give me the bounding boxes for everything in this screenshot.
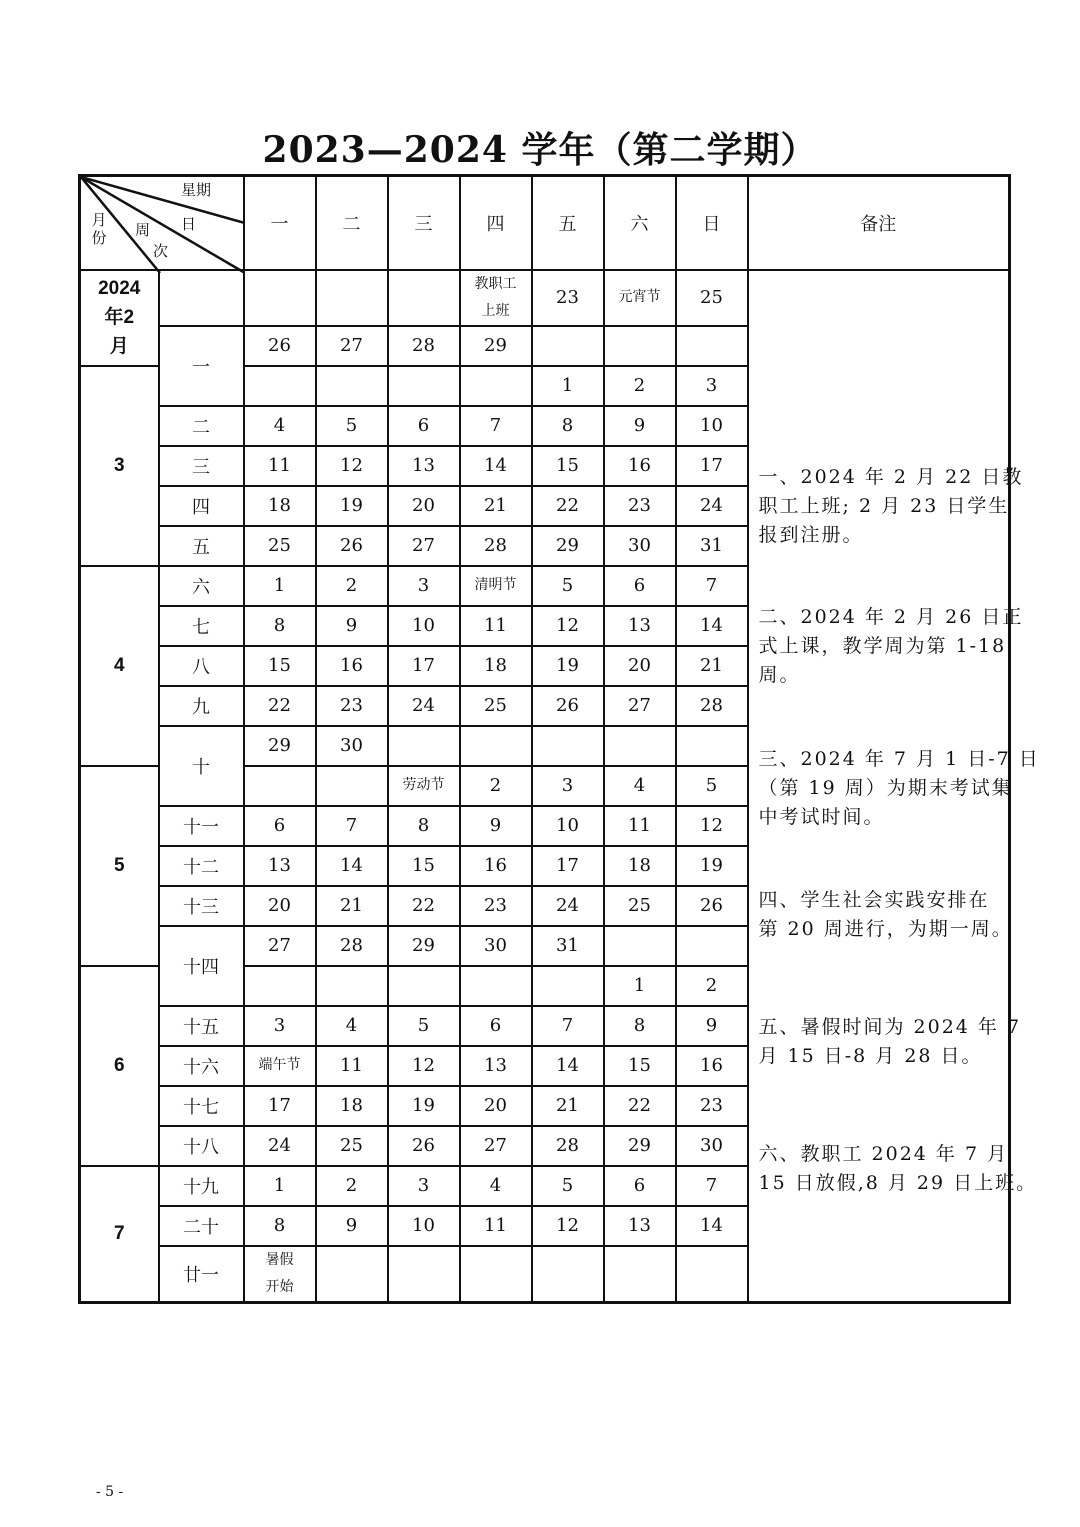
month-label: 3 <box>113 455 125 476</box>
day-cell: 26 <box>316 526 388 566</box>
remark-line: （第 19 周）为期末考试集 <box>758 776 1013 799</box>
day-cell: 6 <box>604 1166 676 1206</box>
week-number-cell: 四 <box>159 486 244 526</box>
day-cell: 30 <box>316 726 388 766</box>
page-title: 2023—2024 学年（第二学期） <box>262 129 818 171</box>
remark-line: 中考试时间。 <box>758 805 885 828</box>
day-cell: 17 <box>676 446 748 486</box>
month-cell <box>80 366 159 566</box>
day-cell: 7 <box>460 406 532 446</box>
remark-note <box>758 463 1024 550</box>
day-cell: 29 <box>388 926 460 966</box>
remark-note <box>758 1140 1038 1198</box>
day-cell: 23 <box>316 686 388 726</box>
day-cell: 7 <box>316 806 388 846</box>
day-cell: 2 <box>316 566 388 606</box>
day-cell: 3 <box>676 366 748 406</box>
day-cell <box>532 966 604 1006</box>
day-header-mon: 一 <box>244 176 316 270</box>
day-cell: 20 <box>460 1086 532 1126</box>
remark-note <box>758 886 1013 944</box>
day-cell: 28 <box>316 926 388 966</box>
day-cell: 6 <box>244 806 316 846</box>
day-cell <box>460 366 532 406</box>
day-cell: 10 <box>388 606 460 646</box>
remark-line: 15 日放假,8 月 29 日上班。 <box>758 1171 1038 1194</box>
day-cell: 23 <box>604 486 676 526</box>
week-number-cell: 二十 <box>159 1206 244 1246</box>
day-cell: 18 <box>316 1086 388 1126</box>
day-cell: 26 <box>388 1126 460 1166</box>
day-cell <box>244 366 316 406</box>
day-cell: 12 <box>388 1046 460 1086</box>
day-cell: 20 <box>244 886 316 926</box>
day-cell: 13 <box>460 1046 532 1086</box>
event-label-cell <box>460 566 532 606</box>
day-cell: 24 <box>676 486 748 526</box>
day-cell: 20 <box>604 646 676 686</box>
day-cell: 27 <box>316 326 388 366</box>
day-cell <box>316 966 388 1006</box>
day-cell: 14 <box>316 846 388 886</box>
remark-note <box>758 603 1024 690</box>
day-cell: 22 <box>532 486 604 526</box>
day-cell: 6 <box>604 566 676 606</box>
remark-line: 六、教职工 2024 年 7 月 <box>758 1142 1009 1165</box>
month-cell <box>80 1166 159 1303</box>
month-cell <box>80 966 159 1166</box>
day-cell: 21 <box>532 1086 604 1126</box>
day-cell: 30 <box>676 1126 748 1166</box>
day-cell <box>460 726 532 766</box>
remark-note <box>758 1013 1022 1071</box>
day-cell: 5 <box>676 766 748 806</box>
month-label: 7 <box>113 1223 125 1244</box>
week-number-cell <box>159 270 244 326</box>
day-cell: 13 <box>604 606 676 646</box>
week-number-cell: 十八 <box>159 1126 244 1166</box>
day-cell: 10 <box>388 1206 460 1246</box>
day-cell: 10 <box>532 806 604 846</box>
day-cell: 27 <box>604 686 676 726</box>
day-cell <box>388 726 460 766</box>
remark-note <box>758 745 1040 832</box>
day-cell: 30 <box>604 526 676 566</box>
day-cell: 17 <box>244 1086 316 1126</box>
day-cell <box>676 1246 748 1303</box>
month-cell <box>80 566 159 766</box>
day-cell: 13 <box>604 1206 676 1246</box>
day-cell: 14 <box>460 446 532 486</box>
month-cell <box>80 766 159 966</box>
day-cell: 8 <box>244 1206 316 1246</box>
day-cell <box>244 766 316 806</box>
day-cell: 8 <box>388 806 460 846</box>
day-cell: 24 <box>244 1126 316 1166</box>
week-number-cell: 一 <box>159 326 244 406</box>
day-cell: 13 <box>244 846 316 886</box>
day-cell: 31 <box>676 526 748 566</box>
week-number-cell: 十五 <box>159 1006 244 1046</box>
day-cell: 27 <box>460 1126 532 1166</box>
day-cell: 11 <box>460 606 532 646</box>
day-cell: 6 <box>388 406 460 446</box>
day-cell <box>244 966 316 1006</box>
event-label: 教职工上班 <box>474 275 517 319</box>
day-cell: 29 <box>532 526 604 566</box>
month-label: 4 <box>113 655 125 676</box>
remark-line: 三、2024 年 7 月 1 日-7 日 <box>758 747 1040 770</box>
day-cell: 5 <box>316 406 388 446</box>
day-cell <box>532 326 604 366</box>
day-cell: 19 <box>388 1086 460 1126</box>
day-cell: 8 <box>604 1006 676 1046</box>
day-cell: 11 <box>244 446 316 486</box>
day-cell: 28 <box>676 686 748 726</box>
day-cell: 7 <box>676 566 748 606</box>
day-cell: 24 <box>388 686 460 726</box>
day-cell: 17 <box>388 646 460 686</box>
day-cell <box>676 726 748 766</box>
day-cell: 29 <box>460 326 532 366</box>
day-cell: 27 <box>388 526 460 566</box>
day-cell: 14 <box>532 1046 604 1086</box>
month-cell <box>80 270 159 366</box>
day-cell: 9 <box>460 806 532 846</box>
day-header-wed: 三 <box>388 176 460 270</box>
day-cell: 12 <box>316 446 388 486</box>
day-cell: 1 <box>244 566 316 606</box>
event-label: 元宵节 <box>618 289 661 305</box>
remark-line: 一、2024 年 2 月 22 日教 <box>758 465 1024 488</box>
day-cell: 14 <box>676 606 748 646</box>
day-cell: 21 <box>676 646 748 686</box>
day-cell: 12 <box>676 806 748 846</box>
remark-line: 五、暑假时间为 2024 年 7 <box>758 1015 1022 1038</box>
day-cell <box>460 966 532 1006</box>
day-cell <box>604 1246 676 1303</box>
day-cell: 28 <box>388 326 460 366</box>
day-cell: 27 <box>244 926 316 966</box>
day-cell <box>604 326 676 366</box>
day-cell: 25 <box>604 886 676 926</box>
day-cell: 1 <box>532 366 604 406</box>
day-cell: 22 <box>244 686 316 726</box>
day-cell: 14 <box>676 1206 748 1246</box>
day-cell: 2 <box>460 766 532 806</box>
day-cell <box>604 726 676 766</box>
day-cell: 18 <box>604 846 676 886</box>
event-label-cell <box>604 270 676 326</box>
day-cell: 24 <box>532 886 604 926</box>
day-header-sat: 六 <box>604 176 676 270</box>
remark-line: 周。 <box>758 663 801 686</box>
corner-day-label: 日 <box>181 215 197 233</box>
week-number-cell: 十三 <box>159 886 244 926</box>
day-cell: 11 <box>316 1046 388 1086</box>
day-cell: 16 <box>316 646 388 686</box>
day-cell: 9 <box>676 1006 748 1046</box>
week-number-cell: 五 <box>159 526 244 566</box>
day-cell: 4 <box>244 406 316 446</box>
calendar-table <box>78 174 1040 1304</box>
day-cell <box>604 926 676 966</box>
day-cell <box>460 1246 532 1303</box>
remark-line: 式上课，教学周为第 1-18 <box>758 634 1007 657</box>
week-number-cell: 六 <box>159 566 244 606</box>
day-cell: 12 <box>532 1206 604 1246</box>
day-cell <box>676 326 748 366</box>
day-cell: 16 <box>460 846 532 886</box>
event-label-cell <box>388 766 460 806</box>
event-label-cell <box>244 1246 316 1303</box>
day-cell: 30 <box>460 926 532 966</box>
header-row <box>80 176 1010 270</box>
day-cell <box>532 726 604 766</box>
day-cell: 15 <box>388 846 460 886</box>
day-cell: 6 <box>460 1006 532 1046</box>
day-cell: 23 <box>676 1086 748 1126</box>
day-cell: 29 <box>604 1126 676 1166</box>
remark-line: 四、学生社会实践安排在 <box>758 888 990 911</box>
day-cell: 2 <box>676 966 748 1006</box>
day-cell: 31 <box>532 926 604 966</box>
day-cell: 26 <box>244 326 316 366</box>
remarks-header: 备注 <box>748 176 1010 270</box>
day-cell: 12 <box>532 606 604 646</box>
day-cell: 2 <box>604 366 676 406</box>
week-number-cell: 十六 <box>159 1046 244 1086</box>
day-cell: 3 <box>244 1006 316 1046</box>
day-cell: 4 <box>604 766 676 806</box>
day-cell: 25 <box>460 686 532 726</box>
day-cell: 5 <box>388 1006 460 1046</box>
week-number-cell: 十二 <box>159 846 244 886</box>
week-number-cell: 十九 <box>159 1166 244 1206</box>
remark-line: 月 15 日-8 月 28 日。 <box>758 1044 983 1067</box>
day-header-sun: 日 <box>676 176 748 270</box>
day-cell: 15 <box>244 646 316 686</box>
day-header-tue: 二 <box>316 176 388 270</box>
day-cell: 11 <box>460 1206 532 1246</box>
day-cell: 3 <box>532 766 604 806</box>
day-cell <box>388 270 460 326</box>
day-cell <box>316 366 388 406</box>
day-cell: 1 <box>244 1166 316 1206</box>
day-cell: 28 <box>460 526 532 566</box>
event-label: 劳动节 <box>402 777 445 793</box>
day-cell: 17 <box>532 846 604 886</box>
day-cell: 16 <box>676 1046 748 1086</box>
day-cell: 22 <box>604 1086 676 1126</box>
remark-line: 二、2024 年 2 月 26 日正 <box>758 605 1024 628</box>
day-cell <box>388 966 460 1006</box>
day-cell: 21 <box>316 886 388 926</box>
corner-week-label-a: 周 <box>135 221 151 239</box>
day-cell: 7 <box>676 1166 748 1206</box>
week-number-cell: 十 <box>159 726 244 806</box>
event-label: 暑假开始 <box>265 1251 294 1295</box>
day-cell: 4 <box>316 1006 388 1046</box>
day-cell <box>532 1246 604 1303</box>
day-cell: 21 <box>460 486 532 526</box>
day-cell: 13 <box>388 446 460 486</box>
week-number-cell: 十七 <box>159 1086 244 1126</box>
day-header-thu: 四 <box>460 176 532 270</box>
remark-line: 职工上班; 2 月 23 日学生 <box>758 494 1010 517</box>
event-label-cell <box>460 270 532 326</box>
week-number-cell: 八 <box>159 646 244 686</box>
day-cell: 18 <box>244 486 316 526</box>
day-cell: 8 <box>532 406 604 446</box>
day-cell: 10 <box>676 406 748 446</box>
day-cell: 15 <box>532 446 604 486</box>
month-label: 2024年2月 <box>98 278 141 357</box>
day-cell: 2 <box>316 1166 388 1206</box>
day-cell: 8 <box>244 606 316 646</box>
day-cell: 22 <box>388 886 460 926</box>
day-cell: 7 <box>532 1006 604 1046</box>
day-cell <box>676 926 748 966</box>
day-cell: 25 <box>676 270 748 326</box>
corner-week-label-b: 次 <box>153 242 169 260</box>
day-cell: 20 <box>388 486 460 526</box>
day-cell: 28 <box>532 1126 604 1166</box>
week-number-cell: 二 <box>159 406 244 446</box>
day-cell: 3 <box>388 1166 460 1206</box>
event-label-cell <box>244 1046 316 1086</box>
month-label: 6 <box>113 1055 125 1076</box>
remark-line: 第 20 周进行，为期一周。 <box>758 917 1013 940</box>
day-cell <box>244 270 316 326</box>
day-header-fri: 五 <box>532 176 604 270</box>
remarks-cell <box>748 270 1040 1303</box>
event-label: 端午节 <box>258 1057 301 1073</box>
corner-header-cell <box>80 176 244 270</box>
day-cell: 15 <box>604 1046 676 1086</box>
week-number-cell: 廿一 <box>159 1246 244 1303</box>
day-cell: 1 <box>604 966 676 1006</box>
day-cell <box>388 1246 460 1303</box>
day-cell: 18 <box>460 646 532 686</box>
corner-weekday-label: 星期 <box>181 181 212 199</box>
day-cell: 3 <box>388 566 460 606</box>
week-number-cell: 七 <box>159 606 244 646</box>
day-cell: 23 <box>460 886 532 926</box>
day-cell: 5 <box>532 1166 604 1206</box>
remark-line: 报到注册。 <box>758 523 864 546</box>
week-number-cell: 九 <box>159 686 244 726</box>
corner-month-label: 月份 <box>91 211 107 247</box>
week-number-cell: 三 <box>159 446 244 486</box>
day-cell: 4 <box>460 1166 532 1206</box>
day-cell: 25 <box>244 526 316 566</box>
week-number-cell: 十四 <box>159 926 244 1006</box>
day-cell: 5 <box>532 566 604 606</box>
day-cell: 19 <box>676 846 748 886</box>
month-label: 5 <box>113 855 125 876</box>
calendar-row <box>80 270 1010 326</box>
day-cell <box>388 366 460 406</box>
day-cell: 19 <box>532 646 604 686</box>
day-cell: 26 <box>532 686 604 726</box>
day-cell: 11 <box>604 806 676 846</box>
day-cell: 26 <box>676 886 748 926</box>
day-cell: 29 <box>244 726 316 766</box>
day-cell: 23 <box>532 270 604 326</box>
day-cell: 9 <box>604 406 676 446</box>
event-label: 清明节 <box>474 577 517 593</box>
day-cell: 16 <box>604 446 676 486</box>
day-cell <box>316 1246 388 1303</box>
day-cell: 9 <box>316 1206 388 1246</box>
day-cell: 9 <box>316 606 388 646</box>
week-number-cell: 十一 <box>159 806 244 846</box>
day-cell: 25 <box>316 1126 388 1166</box>
page-number: - 5 - <box>96 1484 124 1500</box>
day-cell: 19 <box>316 486 388 526</box>
day-cell <box>316 766 388 806</box>
day-cell <box>316 270 388 326</box>
